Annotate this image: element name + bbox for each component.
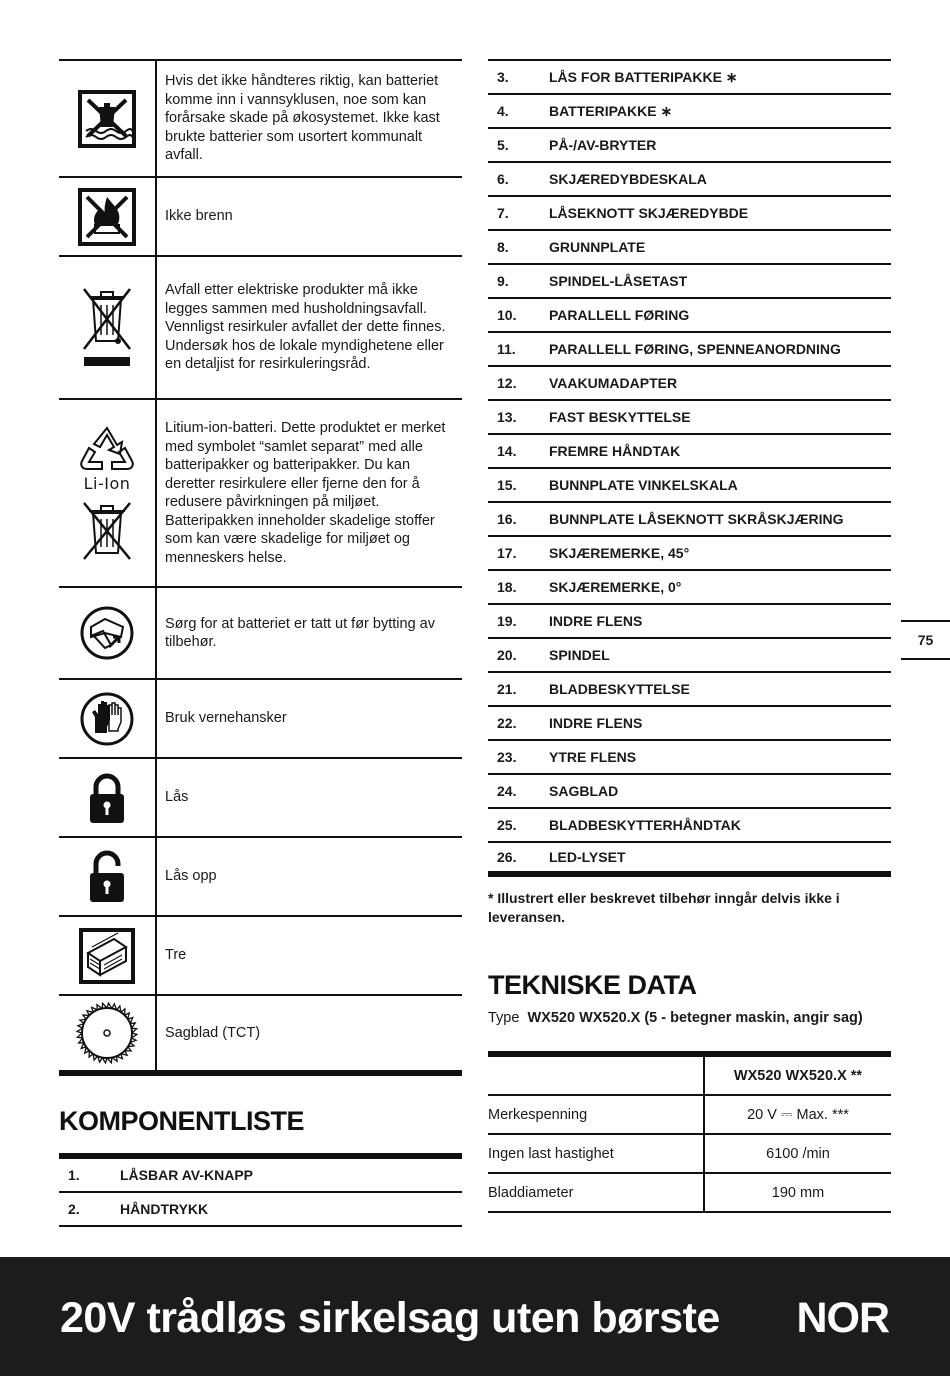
tech-row xyxy=(488,1174,891,1213)
component-label: SPINDEL-LÅSETAST xyxy=(549,273,688,289)
do-not-burn-icon xyxy=(59,178,157,255)
component-row xyxy=(59,1159,462,1193)
component-label: INDRE FLENS xyxy=(549,715,643,731)
tech-value: 6100 /min xyxy=(766,1145,830,1162)
component-number: 24. xyxy=(497,783,517,799)
component-row xyxy=(488,299,891,333)
symbol-description: Ikke brenn xyxy=(165,208,233,225)
component-number: 16. xyxy=(497,511,517,527)
tech-label: Ingen last hastighet xyxy=(488,1135,705,1172)
component-row xyxy=(488,775,891,809)
component-label: SAGBLAD xyxy=(549,783,619,799)
symbol-description: Hvis det ikke håndteres riktig, kan batteriet komme inn i vannsyklusen, noe som kan forårsake skade på økosystemet. Ikke kast brukte batterier som usortert kommunalt avfall. xyxy=(165,73,440,164)
component-label: BUNNPLATE LÅSEKNOTT SKRÅSKJÆRING xyxy=(549,511,844,527)
component-number: 17. xyxy=(497,545,517,561)
component-number: 5. xyxy=(497,137,509,153)
gloves-icon xyxy=(59,680,157,757)
component-number: 6. xyxy=(497,171,509,187)
component-row xyxy=(59,1193,462,1227)
component-label: SPINDEL xyxy=(549,647,610,663)
tech-row xyxy=(488,1096,891,1135)
symbol-description: Avfall etter elektriske produkter må ikke legges sammen med husholdningsavfall. Vennligst resirkuler avfallet der dette finnes. Undersøk hos de lokale myndighetene eller en detaljist for resirkuleringsråd. xyxy=(165,282,446,373)
component-row xyxy=(488,95,891,129)
component-row xyxy=(488,571,891,605)
tech-data-table xyxy=(488,1051,891,1213)
component-row xyxy=(488,265,891,299)
unlock-icon xyxy=(59,838,157,915)
component-number: 22. xyxy=(497,715,517,731)
component-number: 13. xyxy=(497,409,517,425)
symbol-description: Sørg for at batteriet er tatt ut før bytting av tilbehør. xyxy=(165,615,435,650)
component-label: PARALLELL FØRING xyxy=(549,307,690,323)
symbol-table xyxy=(59,59,462,1076)
tech-header-row xyxy=(488,1057,891,1096)
component-row xyxy=(488,231,891,265)
component-number: 25. xyxy=(497,817,517,833)
footer-bar xyxy=(0,1257,950,1376)
component-number: 8. xyxy=(497,239,509,255)
symbol-description: Litium-ion-batteri. Dette produktet er merket med symbolet “samlet separat” med alle batteripakker og batteripakker. Du kan deretter resirkulere eller fjerne den for å redusere påvirkningen på miljøet. Batteripakken inneholder skadelige stoffer som kan være skadelige for miljøet og menneskers helse. xyxy=(165,420,446,566)
tech-label: Bladdiameter xyxy=(488,1174,705,1211)
wood-icon xyxy=(59,917,157,994)
component-number: 10. xyxy=(497,307,517,323)
component-label: FREMRE HÅNDTAK xyxy=(549,443,681,459)
component-row xyxy=(488,605,891,639)
weee-bin-icon xyxy=(59,257,157,398)
tech-value: 20 V ⎓ Max. *** xyxy=(747,1106,849,1123)
component-row xyxy=(488,741,891,775)
component-label: HÅNDTRYKK xyxy=(120,1201,209,1217)
symbol-description: Lås opp xyxy=(165,868,217,885)
component-row xyxy=(488,333,891,367)
symbol-row xyxy=(59,588,462,680)
component-number: 3. xyxy=(497,69,509,85)
component-number: 18. xyxy=(497,579,517,595)
symbol-row xyxy=(59,759,462,838)
component-label: LED-LYSET xyxy=(549,849,626,865)
component-row xyxy=(488,639,891,673)
component-label: LÅSEKNOTT SKJÆREDYBDE xyxy=(549,205,749,221)
component-row xyxy=(488,707,891,741)
symbol-description: Lås xyxy=(165,789,189,806)
component-number: 2. xyxy=(68,1201,80,1217)
component-number: 15. xyxy=(497,477,517,493)
saw-blade-icon xyxy=(59,996,157,1070)
tech-data-heading: TEKNISKE DATA xyxy=(488,970,697,1000)
component-number: 20. xyxy=(497,647,517,663)
component-label: LÅS FOR BATTERIPAKKE ∗ xyxy=(549,68,738,85)
tech-row xyxy=(488,1135,891,1174)
symbol-row xyxy=(59,917,462,996)
component-label: SKJÆREDYBDESKALA xyxy=(549,171,707,187)
tech-label: Merkespenning xyxy=(488,1096,705,1133)
component-number: 21. xyxy=(497,681,517,697)
component-label: SKJÆREMERKE, 0° xyxy=(549,579,682,595)
symbol-description: Bruk vernehansker xyxy=(165,710,287,727)
component-number: 9. xyxy=(497,273,509,289)
component-label: BUNNPLATE VINKELSKALA xyxy=(549,477,738,493)
component-row xyxy=(488,503,891,537)
tech-type-line xyxy=(488,1009,888,1028)
component-list-heading: KOMPONENTLISTE xyxy=(59,1106,305,1136)
component-row xyxy=(488,367,891,401)
model-header: WX520 WX520.X ** xyxy=(733,1067,863,1084)
component-number: 12. xyxy=(497,375,517,391)
symbol-row xyxy=(59,680,462,759)
accessory-note: * Illustrert eller beskrevet tilbehør inngår delvis ikke i leveransen. xyxy=(488,890,840,925)
no-water-disposal-icon xyxy=(59,61,157,176)
footer-title: 20V trådløs sirkelsag uten børste xyxy=(60,1294,720,1342)
component-row xyxy=(488,673,891,707)
component-row xyxy=(488,401,891,435)
component-label: PARALLELL FØRING, SPENNEANORDNING xyxy=(549,341,841,357)
component-label: BATTERIPAKKE ∗ xyxy=(549,102,673,119)
component-number: 7. xyxy=(497,205,509,221)
symbol-description: Sagblad (TCT) xyxy=(165,1024,261,1041)
component-label: SKJÆREMERKE, 45° xyxy=(549,545,690,561)
remove-battery-icon xyxy=(59,588,157,678)
symbol-row xyxy=(59,61,462,178)
component-label: VAAKUMADAPTER xyxy=(549,375,678,391)
component-label: INDRE FLENS xyxy=(549,613,643,629)
symbol-row xyxy=(59,400,462,588)
tech-value: 190 mm xyxy=(771,1184,825,1201)
component-label: BLADBESKYTTELSE xyxy=(549,681,690,697)
li-ion-label: Li-Ion xyxy=(83,473,131,493)
component-list-right xyxy=(488,59,891,877)
component-label: GRUNNPLATE xyxy=(549,239,646,255)
component-label: YTRE FLENS xyxy=(549,749,637,765)
component-number: 4. xyxy=(497,103,509,119)
weee-bin-small-icon xyxy=(79,499,135,563)
symbol-row xyxy=(59,996,462,1076)
component-row xyxy=(488,129,891,163)
page-number: 75 xyxy=(901,620,950,660)
footer-language: NOR xyxy=(796,1294,889,1342)
component-number: 23. xyxy=(497,749,517,765)
type-label: Type xyxy=(488,1010,520,1026)
lock-icon xyxy=(59,759,157,836)
component-row xyxy=(488,197,891,231)
component-row xyxy=(488,809,891,843)
component-label: FAST BESKYTTELSE xyxy=(549,409,691,425)
symbol-description: Tre xyxy=(165,947,187,964)
component-row xyxy=(488,843,891,877)
component-row xyxy=(488,163,891,197)
component-label: BLADBESKYTTERHÅNDTAK xyxy=(549,817,741,833)
component-label: PÅ-/AV-BRYTER xyxy=(549,137,657,153)
symbol-row xyxy=(59,838,462,917)
component-label: LÅSBAR AV-KNAPP xyxy=(120,1167,254,1183)
symbol-row xyxy=(59,257,462,400)
component-list-left xyxy=(59,1153,462,1227)
recycle-icon xyxy=(79,424,135,476)
component-row xyxy=(488,61,891,95)
component-number: 19. xyxy=(497,613,517,629)
component-number: 1. xyxy=(68,1167,80,1183)
component-row xyxy=(488,537,891,571)
component-number: 11. xyxy=(497,341,516,357)
component-number: 26. xyxy=(497,849,517,865)
li-ion-recycle-icon xyxy=(59,400,157,586)
symbol-row xyxy=(59,178,462,257)
component-number: 14. xyxy=(497,443,517,459)
component-row xyxy=(488,469,891,503)
component-row xyxy=(488,435,891,469)
type-value: WX520 WX520.X (5 - betegner maskin, angir sag) xyxy=(527,1010,863,1026)
